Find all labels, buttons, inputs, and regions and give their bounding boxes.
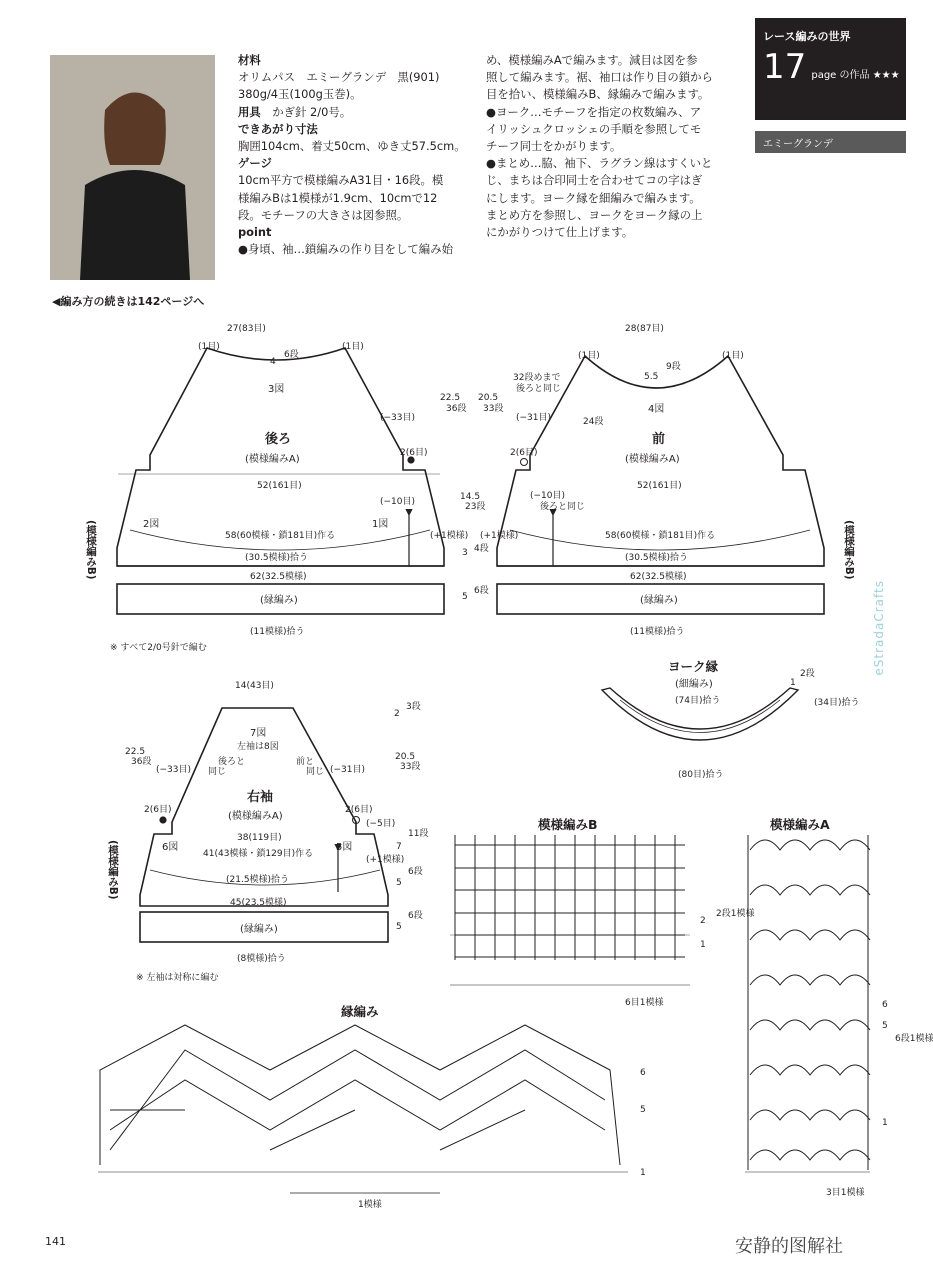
back-fig3: 3図: [268, 384, 285, 395]
mid-height-20: 20.5: [478, 393, 499, 403]
sleeve-rows-6b: 6段: [408, 911, 423, 921]
front-pattern: (模様編みA): [625, 454, 680, 465]
sleeve-mark-left: 2(6目): [144, 805, 172, 815]
back-first-row-right: (1目): [342, 342, 364, 352]
sleeve-fig7: 7図: [250, 728, 267, 739]
instruction-line: ●まとめ…脇、袖下、ラグラン線はすくいと: [486, 156, 713, 171]
back-width-62: 62(32.5模様): [250, 572, 307, 582]
chart-a-stitches: [748, 835, 870, 1170]
back-inc: (+1模様): [430, 531, 469, 541]
border-chart-repeat: 1模様: [358, 1200, 382, 1210]
border-chart-row-6: 6: [640, 1068, 646, 1078]
front-gusset-mark: 2(6目): [510, 448, 538, 458]
heading-material: 材料: [238, 53, 261, 67]
back-pick: (30.5模様)拾う: [245, 553, 309, 563]
side-watermark: eStradaCrafts: [872, 580, 886, 676]
sleeve-height-22: 22.5: [125, 747, 146, 757]
front-width-62: 62(32.5模様): [630, 572, 687, 582]
sleeve-side-pattern-b: (模様編みB): [107, 840, 119, 900]
back-side-dec: (−10目): [380, 497, 416, 507]
size-text: 胸囲104cm、着丈50cm、ゆき丈57.5cm。: [238, 139, 466, 154]
back-pattern: (模様編みA): [245, 454, 300, 465]
yoke-title: ヨーク縁: [668, 659, 719, 674]
sleeve-back-same-2: 同じ: [208, 767, 227, 777]
series-title: レース編みの世界: [763, 30, 851, 43]
back-top-width: 27(83目): [227, 324, 266, 334]
sleeve-rows-33: 33段: [400, 762, 421, 772]
chart-b-stitches: [455, 835, 685, 960]
back-fig2: 2図: [143, 519, 160, 530]
model-photo: [50, 55, 215, 280]
sleeve-height-7: 7: [396, 842, 402, 852]
front-cast-on: 58(60模様・鎖181目)作る: [605, 531, 716, 541]
mid-rows-4: 4段: [474, 544, 489, 554]
mid-height-14: 14.5: [460, 492, 481, 502]
front-raglan-dec: (−31目): [516, 413, 552, 423]
chart-a-row-5: 5: [882, 1021, 888, 1031]
back-raglan-height: 22.5: [440, 393, 461, 403]
heading-gauge: ゲージ: [238, 156, 272, 171]
back-raglan-rows: 36段: [446, 404, 467, 414]
back-title: 後ろ: [265, 432, 292, 447]
sleeve-height-20: 20.5: [395, 752, 416, 762]
front-title: 前: [652, 432, 666, 447]
sleeve-rows-6: 6段: [408, 867, 423, 877]
page-number: 141: [45, 1235, 66, 1248]
sleeve-cast-on: 41(43模様・鎖129目)作る: [203, 849, 314, 859]
page-number-badge: 17: [763, 47, 807, 87]
instruction-line: イリッシュクロッシェの手順を参照してモ: [486, 121, 702, 136]
border-chart-stitches: [100, 1025, 620, 1165]
front-same-as-back: 後ろと同じ: [540, 502, 586, 512]
back-pick-border: (11模様)拾う: [250, 627, 305, 637]
sleeve-height-5b: 5: [396, 922, 402, 932]
page-label: page の作品 ★★★: [811, 70, 900, 81]
instruction-line: にします。ヨーク縁を細編みで編みます。: [486, 190, 701, 205]
heading-point: point: [238, 225, 272, 240]
materials-block: [238, 52, 470, 258]
instruction-line: ●ヨーク…モチーフを指定の枚数編み、ア: [486, 104, 702, 119]
sleeve-dec-5: (−5目): [366, 819, 396, 829]
back-raglan-dec: (−33目): [380, 413, 416, 423]
back-border: (縁編み): [260, 595, 298, 606]
chart-a-rows-note: 6段1模様: [895, 1034, 933, 1044]
front-neck-depth: 5.5: [644, 372, 659, 382]
instruction-line: チーフ同士をかがります。: [486, 139, 622, 154]
sleeve-title: 右袖: [247, 790, 274, 805]
front-first-row-left: (1目): [578, 351, 600, 361]
continue-note: ◀編み方の続きは142ページへ: [52, 295, 205, 308]
front-width-52: 52(161目): [637, 481, 682, 491]
tools-text: かぎ針 2/0号。: [272, 104, 352, 119]
sleeve-back-same-1: 後ろと: [218, 757, 246, 767]
back-first-row-left: (1目): [198, 342, 220, 352]
sleeve-top-width: 14(43目): [235, 681, 274, 691]
chart-a-row-1: 1: [882, 1118, 888, 1128]
chart-b-row-1: 1: [700, 940, 706, 950]
front-rows-24: 24段: [583, 417, 604, 427]
gauge-line-1: 10cm平方で模様編みA31目・16段。模: [238, 173, 444, 188]
series-badge: [755, 18, 906, 153]
instruction-line: 照して編みます。裾、袖口は作り目の鎖から: [486, 70, 713, 85]
yoke-rows-2: 2段: [800, 669, 815, 679]
sleeve-rows-11: 11段: [408, 829, 429, 839]
back-note: ※ すべて2/0号針で編む: [110, 643, 207, 653]
instruction-line: まとめ方を参照し、ヨークをヨーク縁の上: [486, 207, 703, 222]
sleeve-border: (縁編み): [240, 924, 278, 935]
material-line-2: 380g/4玉(100g玉巻)。: [238, 87, 362, 102]
mid-rows-6: 6段: [474, 586, 489, 596]
front-inc: (+1模様): [480, 531, 519, 541]
back-cast-on: 58(60模様・鎖181目)作る: [225, 531, 336, 541]
sleeve-inc: (+1模様): [366, 855, 405, 865]
sleeve-width-38: 38(119目): [237, 833, 282, 843]
sleeve-fig5: 5図: [336, 842, 353, 853]
material-line-1: オリムパス エミーグランデ 黒(901): [238, 70, 440, 85]
sleeve-front-same-2: 同じ: [306, 767, 325, 777]
sleeve-height-2: 2: [394, 709, 400, 719]
front-top-width: 28(87目): [625, 324, 664, 334]
back-fig1: 1図: [372, 519, 389, 530]
sleeve-fig7-note: 左袖は8図: [237, 742, 279, 752]
back-neck-rows: 6段: [284, 350, 299, 360]
yoke-pick-80: (80目)拾う: [678, 770, 724, 780]
sleeve-dec-31: (−31目): [330, 765, 366, 775]
yoke-sub: (細編み): [675, 679, 713, 690]
mid-height-5: 5: [462, 592, 468, 602]
chart-a-title: 模様編みA: [770, 817, 830, 832]
front-side-dec: (−10目): [530, 491, 566, 501]
mid-rows-33: 33段: [483, 404, 504, 414]
chart-b-repeat: 6目1模様: [625, 998, 664, 1008]
watermark: 安静的图解社: [735, 1236, 843, 1257]
sleeve-pick-border: (8模様)拾う: [237, 954, 286, 964]
sleeve-front-same-1: 前と: [296, 757, 315, 767]
chart-a-repeat: 3目1模様: [826, 1188, 865, 1198]
heading-size: できあがり寸法: [238, 121, 318, 136]
sleeve-mark-right: 2(6目): [345, 805, 373, 815]
back-side-pattern-b: (模様編みB): [85, 520, 97, 580]
mid-rows-23: 23段: [465, 502, 486, 512]
yoke-pick-74: (74目)拾う: [675, 696, 721, 706]
instruction-line: じ、まちは合印同士を合わせてコの字はぎ: [486, 173, 703, 188]
mid-height-3: 3: [462, 548, 468, 558]
front-border: (縁編み): [640, 595, 678, 606]
front-fig4: 4図: [648, 404, 665, 415]
border-chart-row-5: 5: [640, 1105, 646, 1115]
sleeve-rows-36: 36段: [131, 757, 152, 767]
sleeve-pattern: (模様編みA): [228, 811, 283, 822]
front-first-row-right: (1目): [722, 351, 744, 361]
model-photo-image: [50, 55, 215, 280]
sleeve-height-5: 5: [396, 878, 402, 888]
chart-b-title: 模様編みB: [538, 817, 598, 832]
border-chart-row-1: 1: [640, 1168, 646, 1178]
instruction-line: め、模様編みAで編みます。減目は図を参: [486, 53, 698, 67]
front-neck-note-1: 32段めまで: [513, 373, 561, 383]
front-pick-border: (11模様)拾う: [630, 627, 685, 637]
front-neck-rows: 9段: [666, 362, 681, 372]
sleeve-pick: (21.5模様)拾う: [226, 875, 290, 885]
yoke-height-1: 1: [790, 678, 796, 688]
front-side-pattern-b: (模様編みB): [843, 520, 855, 580]
instruction-line: にかがりつけて仕上げます。: [486, 225, 634, 240]
chart-b-rows-note: 2段1模様: [716, 909, 755, 919]
gauge-line-2: 様編みBは1模様が1.9cm、10cmで12: [238, 190, 438, 205]
sleeve-rows-3: 3段: [406, 702, 421, 712]
back-gusset-mark: 2(6目): [400, 448, 428, 458]
border-chart-title: 縁編み: [341, 1004, 379, 1019]
sleeve-note: ※ 左袖は対称に編む: [136, 973, 219, 983]
sleeve-dec-33: (−33目): [156, 765, 192, 775]
front-neck-note-2: 後ろと同じ: [516, 384, 562, 394]
point-line-1: ●身頃、袖…鎖編みの作り目をして編み始: [238, 242, 453, 257]
instruction-line: 目を拾い、模様編みB、縁編みで編みます。: [486, 87, 710, 102]
chart-a-row-6: 6: [882, 1000, 888, 1010]
yoke-pick-34: (34目)拾う: [814, 698, 860, 708]
front-pick: (30.5模様)拾う: [625, 553, 689, 563]
chart-b-row-2: 2: [700, 916, 706, 926]
gauge-line-3: 段。モチーフの大きさは図参照。: [238, 207, 409, 222]
back-width-52: 52(161目): [257, 481, 302, 491]
heading-tools: 用具: [238, 104, 261, 119]
sleeve-fig6: 6図: [162, 842, 179, 853]
back-neck-depth: 4: [270, 357, 276, 367]
instructions-block: [486, 52, 720, 241]
yarn-name: エミーグランデ: [755, 131, 906, 153]
sleeve-width-45: 45(23.5模様): [230, 898, 287, 908]
